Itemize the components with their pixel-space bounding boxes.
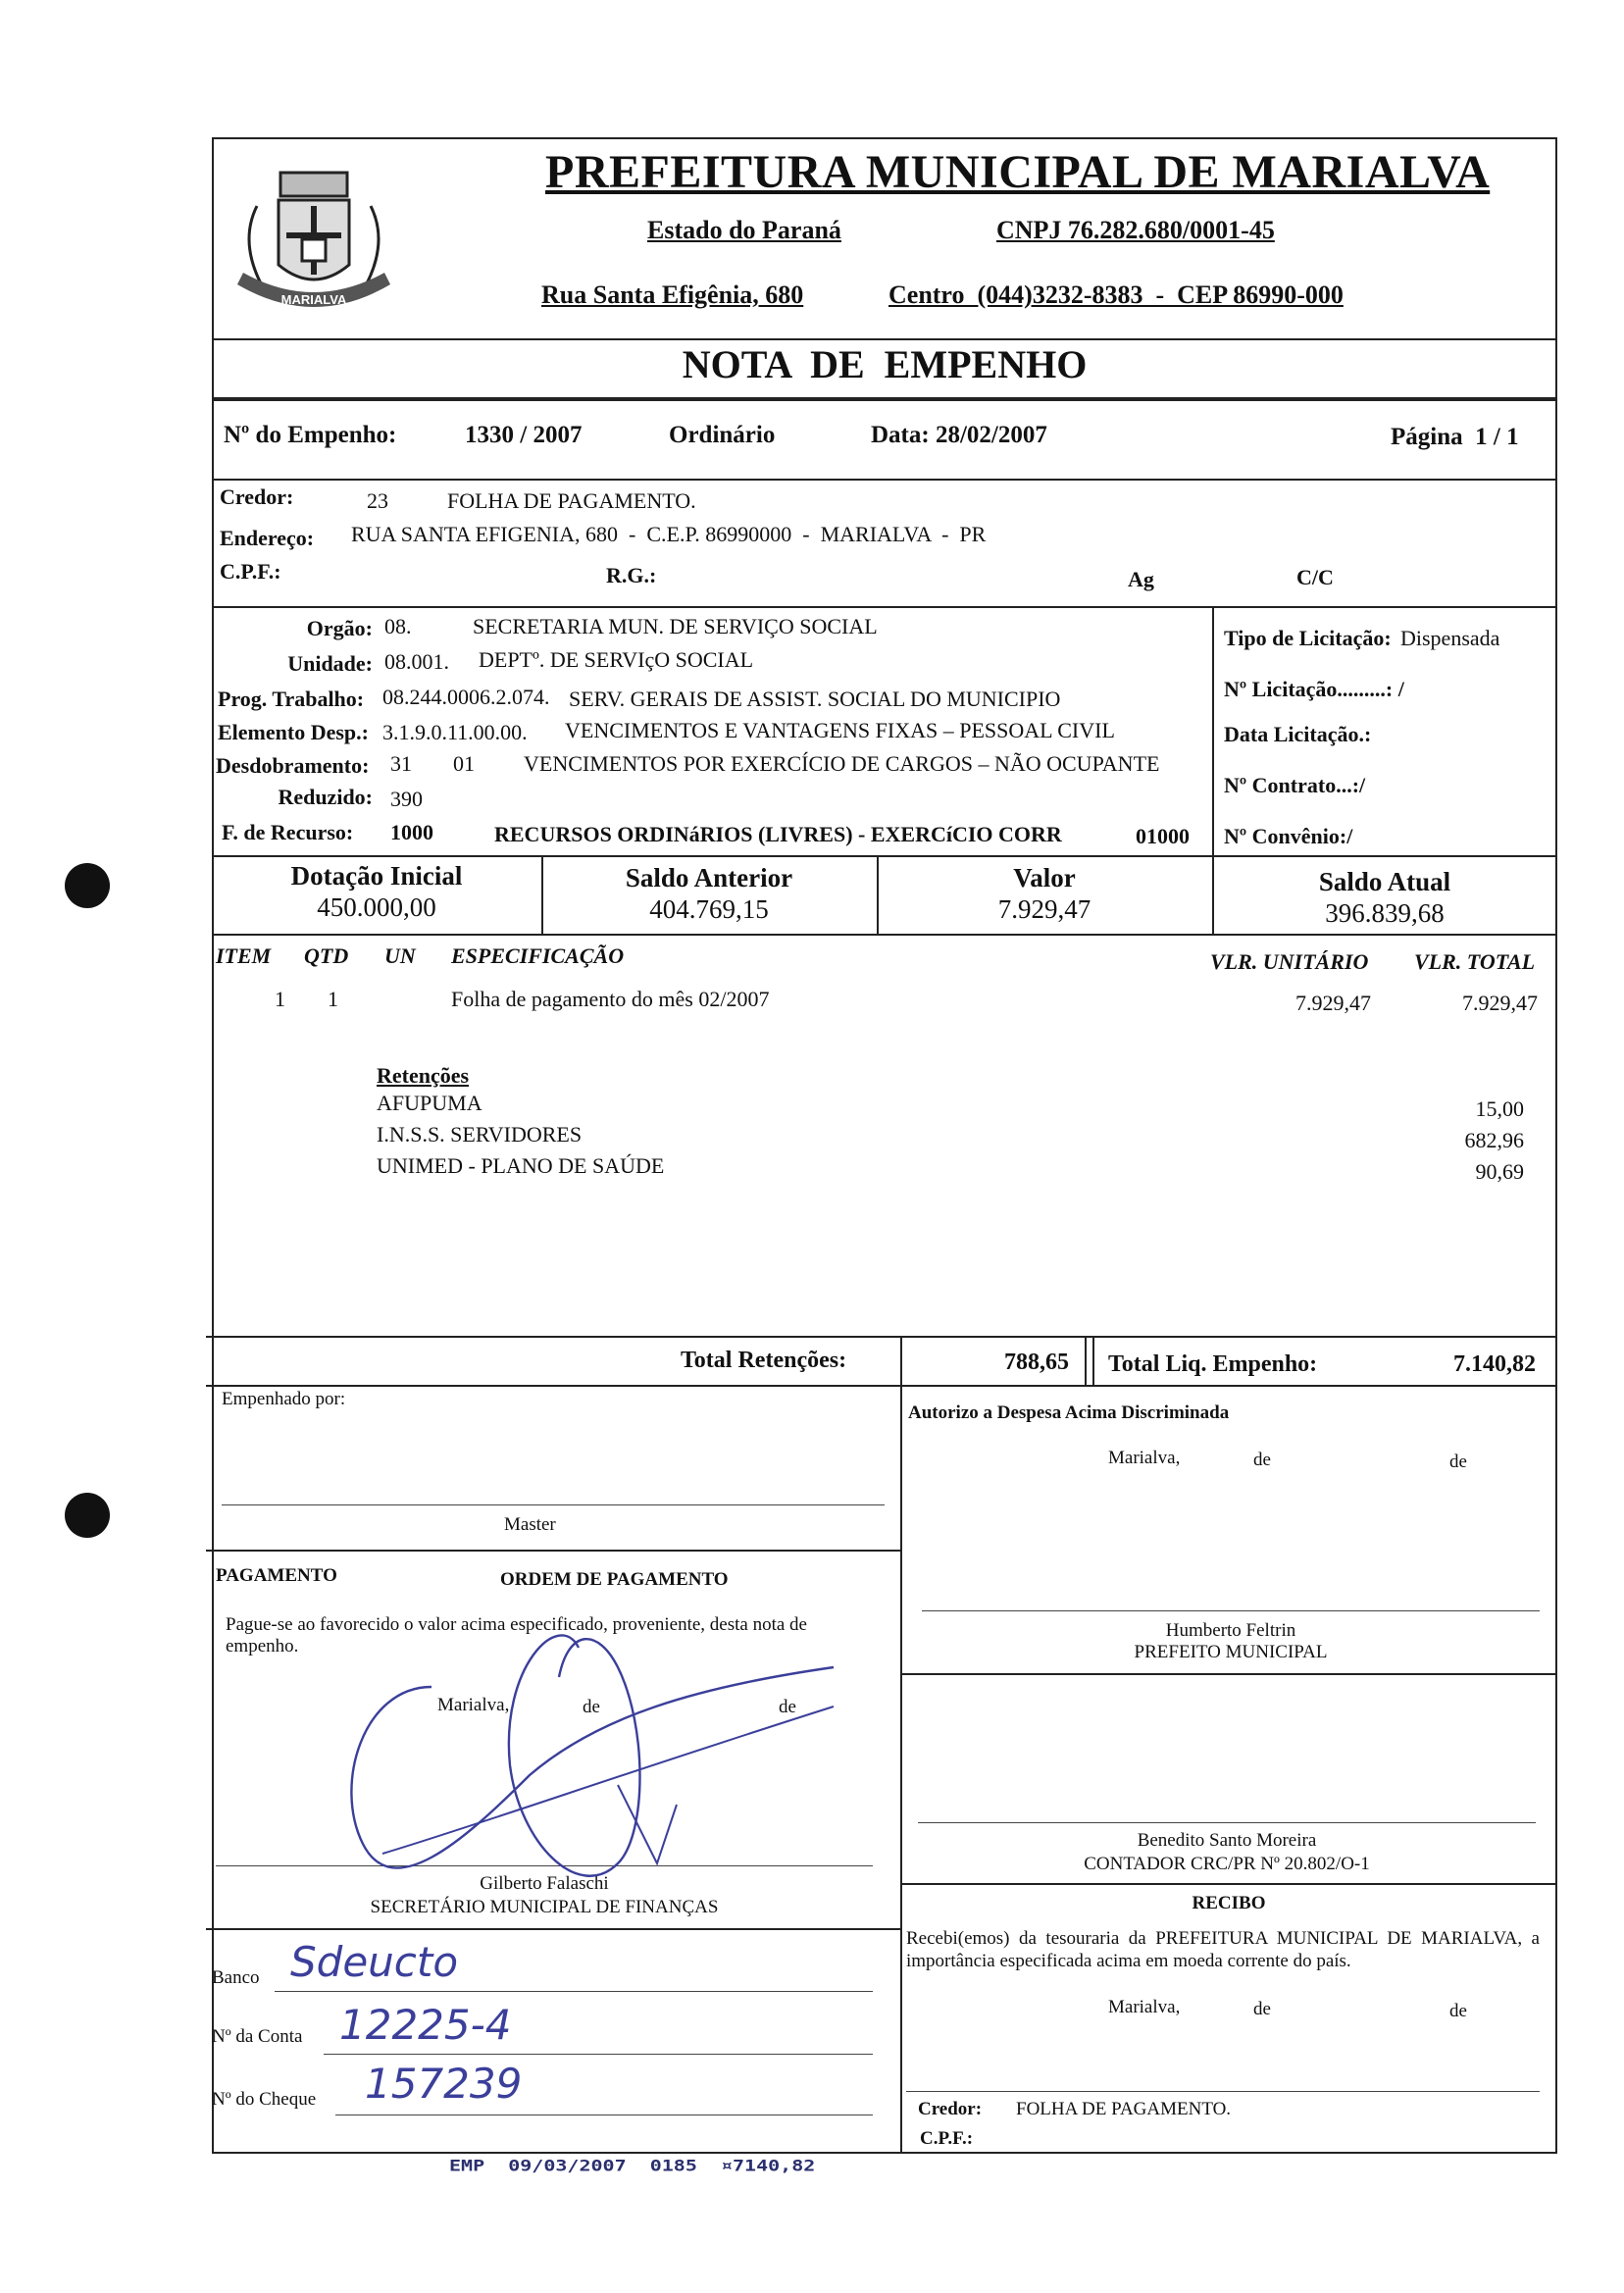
recibo-cpf-label: C.P.F.: (920, 2128, 974, 2149)
document-title: NOTA DE EMPENHO (682, 342, 1088, 386)
recurso-label: F. de Recurso: (222, 820, 354, 844)
retencao-value: 15,00 (1475, 1096, 1524, 1121)
col-un: UN (384, 943, 416, 968)
credor-label: Credor: (220, 484, 294, 509)
prefeitura-title: PREFEITURA MUNICIPAL DE MARIALVA (545, 146, 1491, 198)
pagamento-de2: de (779, 1697, 796, 1717)
desdobramento-code: 31 (390, 751, 412, 776)
secretario-name: Gilberto Falaschi (480, 1873, 609, 1894)
unidade-code: 08.001. (384, 649, 449, 674)
banco-value: Sdeucto (290, 1938, 459, 1986)
unidade-name: DEPTº. DE SERVIçO SOCIAL (479, 647, 754, 672)
address-label: Endereço: (220, 526, 315, 550)
municipal-crest (218, 137, 410, 330)
num-convenio: Nº Convênio:/ (1224, 824, 1353, 848)
banco-label: Banco (212, 1967, 260, 1988)
total-retencoes-value: 788,65 (1004, 1350, 1069, 1375)
empenho-type: Ordinário (669, 422, 776, 448)
conta-label: Nº da Conta (212, 2026, 303, 2047)
total-liquido-value: 7.140,82 (1453, 1351, 1536, 1377)
item-number: 1 (275, 987, 285, 1011)
pagamento-de1: de (583, 1697, 600, 1717)
desdobramento-label: Desdobramento: (216, 753, 370, 778)
empenhado-label: Empenhado por: (222, 1389, 346, 1409)
autorizo-city: Marialva, (1108, 1448, 1181, 1468)
elemento-label: Elemento Desp.: (218, 720, 369, 744)
pagamento-city: Marialva, (437, 1695, 510, 1715)
retencoes-title: Retenções (377, 1063, 470, 1088)
data-licitacao: Data Licitação.: (1224, 722, 1372, 746)
prog-label: Prog. Trabalho: (218, 687, 365, 711)
dotacao-value: 450.000,00 (317, 892, 436, 922)
elemento-code: 3.1.9.0.11.00.00. (382, 720, 528, 744)
col-spec: ESPECIFICAÇÃO (451, 943, 625, 968)
total-retencoes-label: Total Retenções: (681, 1348, 847, 1373)
cnpj: CNPJ 76.282.680/0001-45 (996, 216, 1275, 244)
total-liquido-label: Total Liq. Empenho: (1108, 1351, 1318, 1377)
col-item: ITEM (216, 943, 272, 968)
retencao-name: UNIMED - PLANO DE SAÚDE (377, 1153, 665, 1178)
conta-value: 12225-4 (339, 2001, 512, 2049)
pagamento-text: Pague-se ao favorecido o valor acima especificado, proveniente, desta nota de empenho. (226, 1614, 807, 1656)
orgao-label: Orgão: (306, 616, 373, 640)
prefeito-role: PREFEITO MUNICIPAL (1134, 1642, 1328, 1662)
page-number: Página 1 / 1 (1391, 424, 1519, 450)
ag-label: Ag (1128, 567, 1154, 591)
desdobramento-name: VENCIMENTOS POR EXERCÍCIO DE CARGOS – NÃO OCUPANTE (524, 751, 1160, 776)
cpf-label: C.P.F.: (220, 559, 281, 584)
unidade-label: Unidade: (287, 651, 373, 676)
empenho-date: Data: 28/02/2007 (871, 422, 1047, 448)
credor-code: 23 (367, 488, 388, 513)
cc-label: C/C (1296, 565, 1334, 589)
desdobramento-sub: 01 (453, 751, 475, 776)
punch-hole-bottom (65, 1493, 110, 1538)
secretario-role: SECRETÁRIO MUNICIPAL DE FINANÇAS (370, 1897, 719, 1917)
credor-name: FOLHA DE PAGAMENTO. (447, 488, 696, 513)
cheque-label: Nº do Cheque (212, 2089, 317, 2110)
retencao-name: AFUPUMA (377, 1091, 482, 1115)
saldo-anterior-value: 404.769,15 (649, 894, 769, 924)
item-spec: Folha de pagamento do mês 02/2007 (451, 987, 770, 1011)
item-unit-value: 7.929,47 (1295, 991, 1371, 1015)
recurso-name: RECURSOS ORDINáRIOS (LIVRES) - EXERCíCIO CORR (494, 822, 1062, 846)
cheque-value: 157239 (365, 2060, 523, 2108)
prog-name: SERV. GERAIS DE ASSIST. SOCIAL DO MUNICIPIO (569, 687, 1061, 711)
item-total-value: 7.929,47 (1462, 991, 1538, 1015)
contact-info: Centro (044)3232-8383 - CEP 86990-000 (888, 280, 1344, 309)
contador-role: CONTADOR CRC/PR Nº 20.802/O-1 (1084, 1854, 1370, 1874)
empenho-number: 1330 / 2007 (465, 422, 583, 448)
recibo-title: RECIBO (1192, 1893, 1266, 1913)
num-contrato: Nº Contrato...:/ (1224, 773, 1366, 797)
retencao-value: 682,96 (1464, 1128, 1524, 1152)
contador-name: Benedito Santo Moreira (1137, 1830, 1317, 1851)
signature-scribble (324, 1608, 853, 1922)
reduzido-code: 390 (390, 787, 423, 811)
prefeito-name: Humberto Feltrin (1165, 1620, 1296, 1641)
autorizo-de1: de (1253, 1450, 1271, 1470)
tipo-licitacao-label: Tipo de Licitação: (1224, 626, 1392, 650)
autorizo-label: Autorizo a Despesa Acima Discriminada (908, 1402, 1230, 1423)
col-qtd: QTD (304, 943, 349, 968)
tipo-licitacao-value: Dispensada (1400, 626, 1500, 650)
recibo-text: Recebi(emos) da tesouraria da PREFEITURA MUNICIPAL DE MARIALVA, a importância especificada acima em moeda corrente do país. (906, 1928, 1540, 1971)
dotacao-label: Dotação Inicial (290, 861, 463, 891)
rg-label: R.G.: (606, 563, 657, 587)
ordem-pagamento-label: ORDEM DE PAGAMENTO (500, 1569, 729, 1590)
item-qtd: 1 (328, 987, 338, 1011)
recibo-credor-value: FOLHA DE PAGAMENTO. (1016, 2099, 1232, 2119)
reduzido-label: Reduzido: (278, 785, 373, 809)
saldo-atual-value: 396.839,68 (1325, 898, 1445, 928)
orgao-name: SECRETARIA MUN. DE SERVIÇO SOCIAL (473, 614, 878, 638)
col-unit-value: VLR. UNITÁRIO (1210, 949, 1369, 974)
elemento-name: VENCIMENTOS E VANTAGENS FIXAS – PESSOAL CIVIL (565, 718, 1115, 742)
street-address: Rua Santa Efigênia, 680 (541, 280, 804, 309)
payment-stamp: EMP 09/03/2007 0185 ¤7140,82 (449, 2156, 816, 2175)
autorizo-de2: de (1449, 1452, 1467, 1472)
recibo-de1: de (1253, 1999, 1271, 2019)
crest-banner-text: MARIALVA (280, 292, 347, 307)
recibo-city: Marialva, (1108, 1997, 1181, 2017)
prog-code: 08.244.0006.2.074. (382, 685, 550, 709)
saldo-anterior-label: Saldo Anterior (625, 863, 793, 892)
col-total-value: VLR. TOTAL (1414, 949, 1536, 974)
punch-hole-top (65, 863, 110, 908)
empenho-label: Nº do Empenho: (224, 422, 397, 448)
empenhado-signer: Master (504, 1514, 556, 1535)
valor-value: 7.929,47 (997, 894, 1091, 924)
retencao-value: 90,69 (1475, 1159, 1524, 1184)
state-name: Estado do Paraná (647, 216, 841, 244)
valor-label: Valor (1013, 863, 1076, 892)
saldo-atual-label: Saldo Atual (1318, 867, 1451, 896)
recurso-code: 1000 (390, 820, 433, 844)
num-licitacao: Nº Licitação.........: / (1224, 677, 1404, 701)
recurso-number: 01000 (1136, 824, 1190, 848)
recibo-de2: de (1449, 2001, 1467, 2021)
pagamento-label: PAGAMENTO (216, 1565, 337, 1586)
orgao-code: 08. (384, 614, 412, 638)
credor-address: RUA SANTA EFIGENIA, 680 - C.E.P. 86990000 - MARIALVA - PR (351, 522, 987, 546)
retencao-name: I.N.S.S. SERVIDORES (377, 1122, 583, 1146)
recibo-credor-label: Credor: (918, 2099, 983, 2119)
